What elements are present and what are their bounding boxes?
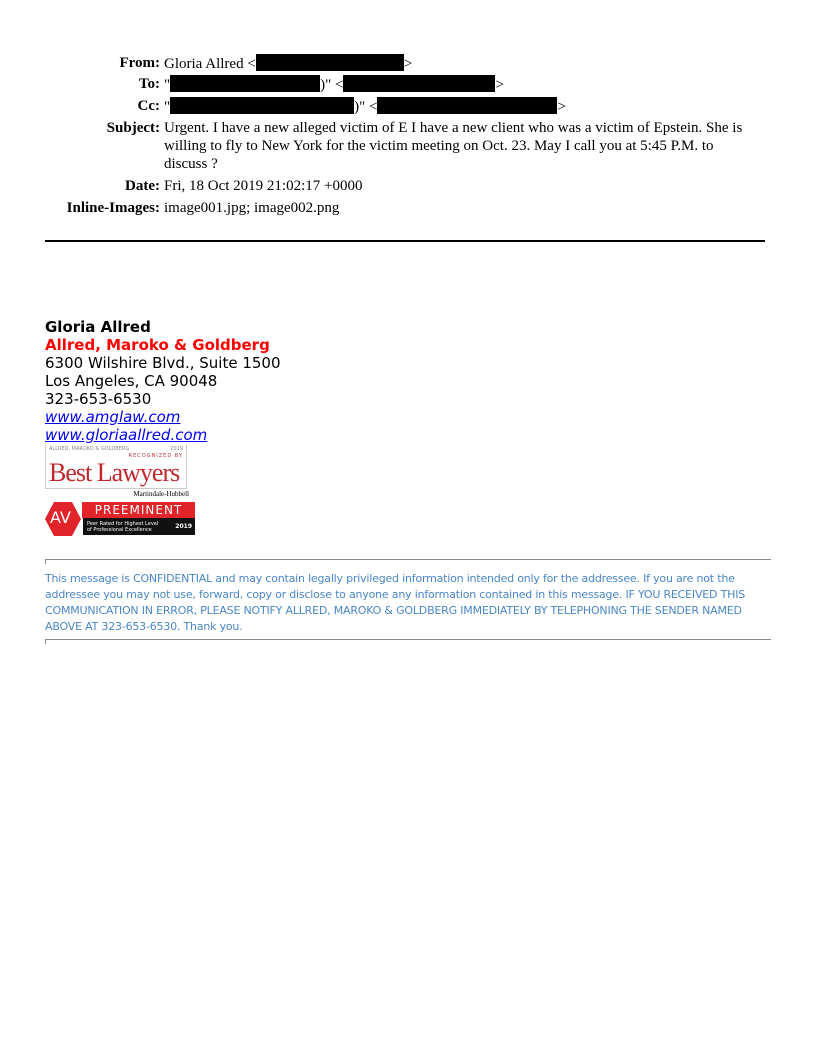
signature-phone: 323-653-6530 xyxy=(45,390,152,408)
av-year: 2019 xyxy=(175,522,192,530)
disclaimer-block xyxy=(45,559,771,644)
redaction xyxy=(256,54,404,71)
cc-mid: )" < xyxy=(354,99,378,115)
link-amglaw[interactable]: www.amglaw.com xyxy=(45,408,181,426)
subject-value: Urgent. I have a new alleged victim of E I have a new client who was a victim of Epstein. She is willing to fly to New York for the victim meeting on Oct. 23. May I call you at 5:45 P.M. to discuss ? xyxy=(164,120,743,172)
signature-name: Gloria Allred xyxy=(45,318,151,336)
signature-address2: Los Angeles, CA 90048 xyxy=(45,372,218,390)
link-gloriaallred[interactable]: www.gloriaallred.com xyxy=(45,426,208,444)
disclaimer-bottom-border xyxy=(45,639,771,644)
av-preeminent-badge xyxy=(45,500,195,536)
date-label: Date: xyxy=(125,178,160,194)
email-header xyxy=(0,54,816,221)
inline-images-value: image001.jpg; image002.png xyxy=(164,200,340,216)
peer-rated-2: of Professional Excellence xyxy=(87,526,152,533)
signature-firm: Allred, Maroko & Goldberg xyxy=(45,336,270,354)
bl-recognized: RECOGNIZED BY xyxy=(128,453,183,459)
bl-title: Best Lawyers xyxy=(49,458,180,487)
from-close: > xyxy=(403,56,413,72)
from-value: Gloria Allred < xyxy=(164,56,256,72)
to-mid: )" < xyxy=(320,77,344,93)
to-label: To: xyxy=(138,76,160,92)
av-rating-box xyxy=(83,518,195,535)
signature-block xyxy=(45,318,281,444)
from-label: From: xyxy=(119,55,160,71)
preeminent: PREEMINENT xyxy=(82,502,195,518)
martindale-hubbell: Martindale-Hubbell xyxy=(133,490,189,498)
redaction xyxy=(170,97,354,114)
disclaimer-top-border xyxy=(45,559,771,564)
to-open: " xyxy=(164,77,171,93)
cc-open: " xyxy=(164,99,171,115)
peer-rated: Peer Rated for Highest Level xyxy=(87,520,159,527)
best-lawyers-badge xyxy=(45,445,187,489)
bl-firm: ALLRED, MAROKO & GOLDBERG xyxy=(49,446,130,452)
inline-images-label: Inline-Images: xyxy=(66,200,160,216)
redaction xyxy=(170,75,320,92)
to-close: > xyxy=(495,77,504,93)
redaction xyxy=(377,97,557,114)
bl-year: 2019 xyxy=(170,446,183,452)
av-logo: AV xyxy=(50,508,71,527)
header-divider xyxy=(45,240,765,242)
cc-close: > xyxy=(557,99,566,115)
date-value: Fri, 18 Oct 2019 21:02:17 +0000 xyxy=(164,178,363,194)
disclaimer-text: This message is CONFIDENTIAL and may contain legally privileged information intended only for the addressee. If you are not the addressee you may not use, forward, copy or disclose to anyone any information contained in this message. IF YOU RECEIVED THIS COMMUNICATION IN ERROR, PLEASE NOTIFY ALLRED, MAROKO & GOLDBERG IMMEDIATELY BY TELEPHONING THE SENDER NAMED ABOVE AT 323-653-6530. Thank you. xyxy=(45,572,746,633)
badges xyxy=(45,445,195,536)
subject-label: Subject: xyxy=(106,120,160,136)
cc-label: Cc: xyxy=(137,98,160,114)
redaction xyxy=(343,75,495,92)
signature-address1: 6300 Wilshire Blvd., Suite 1500 xyxy=(45,354,281,372)
